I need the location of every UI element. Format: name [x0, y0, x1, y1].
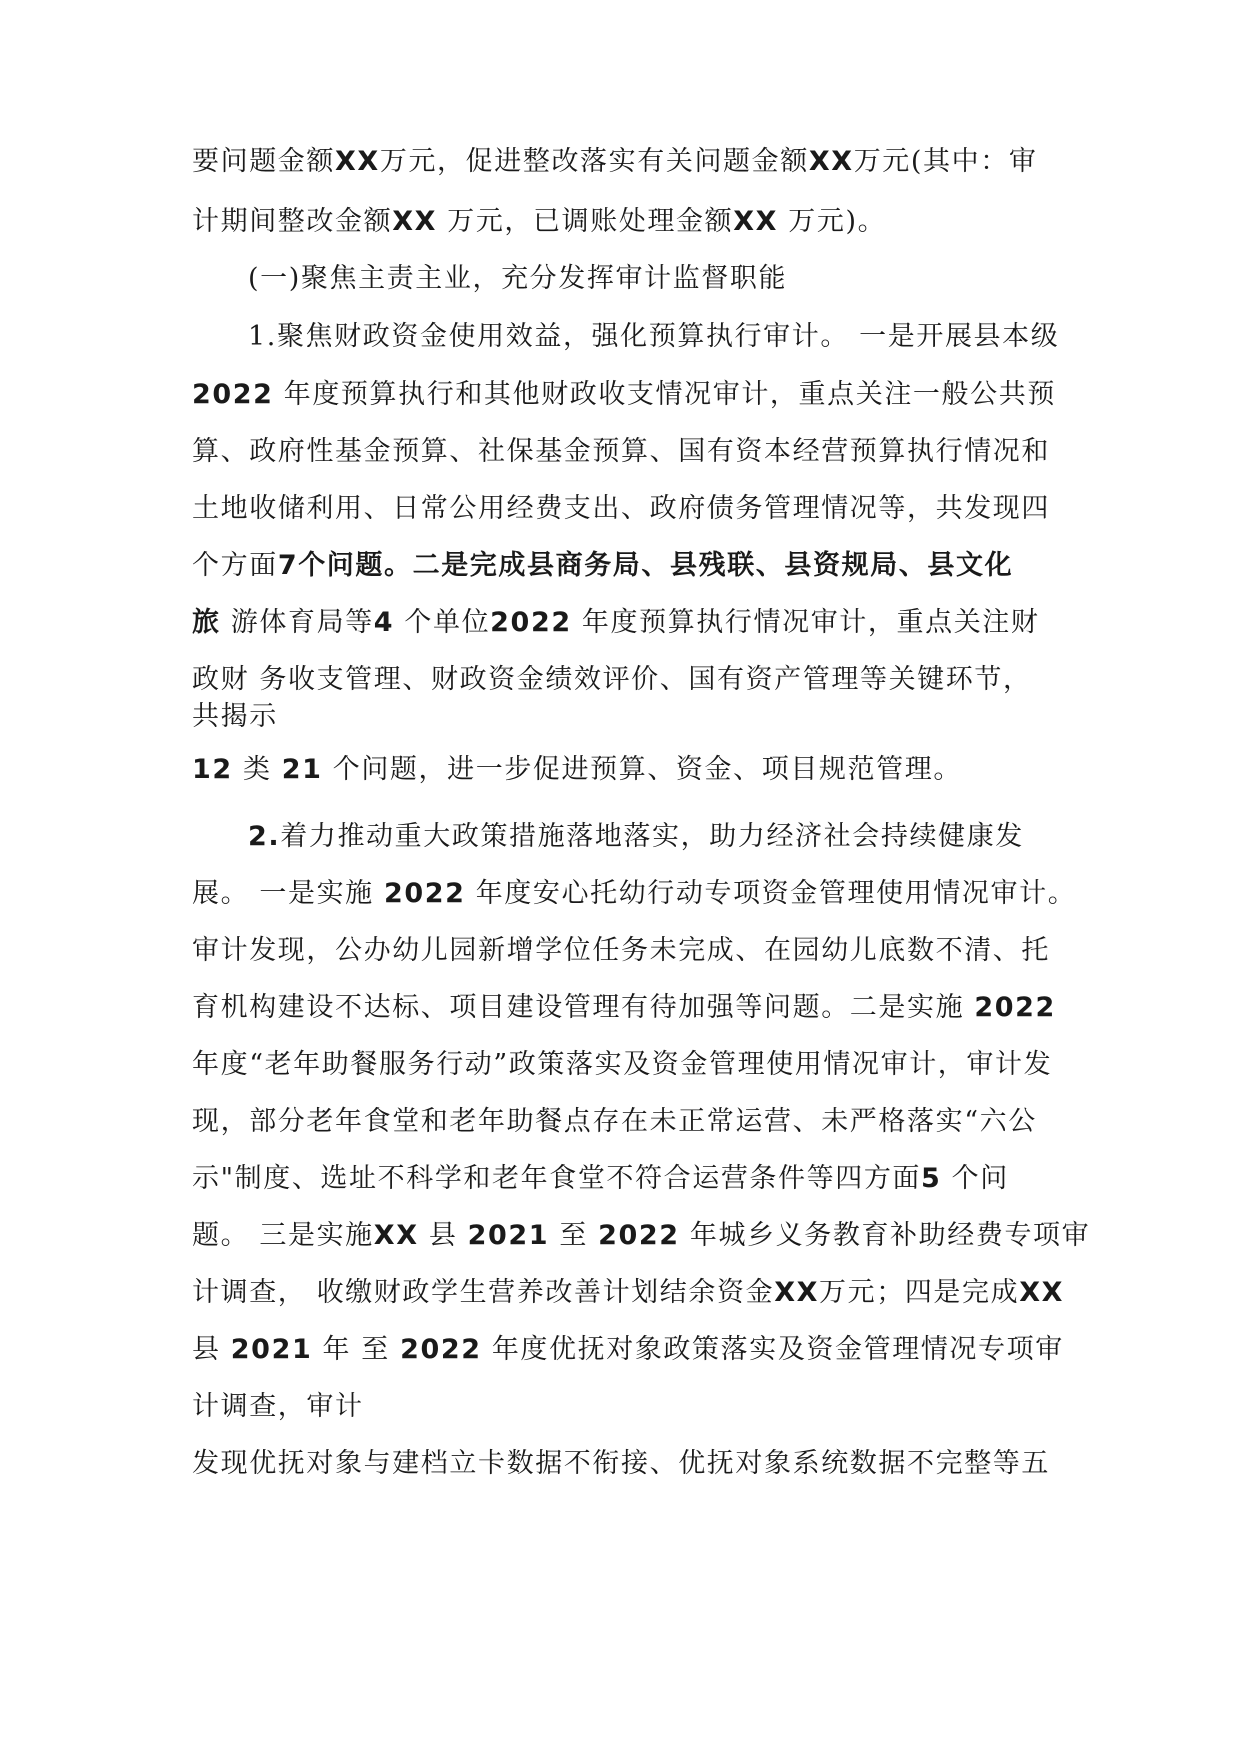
bold-text: XX	[733, 206, 779, 237]
text-segment: 县	[192, 1334, 231, 1365]
text-segment: 个方面	[192, 550, 278, 581]
text-segment: 万元，已调账处理金额	[437, 206, 734, 237]
bold-text: XX	[808, 146, 854, 177]
text-line	[192, 1219, 1090, 1253]
bold-text: 2022	[192, 379, 274, 410]
text-segment: 题。 三是实施	[192, 1220, 374, 1251]
text-segment: 着力推动重大政策措施落地落实，助力经济社会持续健康发	[280, 821, 1024, 852]
bold-text: 7	[277, 550, 299, 581]
text-segment: 年度预算执行和其他财政收支情况审计，重点关注一般公共预	[273, 379, 1056, 410]
text-segment: 万元(其中：审	[853, 146, 1038, 177]
bold-text: XX	[392, 206, 438, 237]
text-segment: 现，部分老年食堂和老年助餐点存在未正常运营、未严格落实“六公	[192, 1106, 1037, 1137]
text-segment: 算、政府性基金预算、社保基金预算、国有资本经营预算执行情况和	[192, 436, 1050, 467]
text-segment: 土地收储利用、日常公用经费支出、政府债务管理情况等，共发现四	[192, 493, 1050, 524]
text-segment: 计调查， 收缴财政学生营养改善计划结余资金	[192, 1277, 775, 1308]
bold-text: XX	[373, 1220, 419, 1251]
text-line	[192, 991, 1056, 1025]
text-line	[192, 492, 1050, 526]
text-segment: 发现优抚对象与建档立卡数据不衔接、优抚对象系统数据不完整等五	[192, 1448, 1050, 1479]
text-segment: 个单位	[394, 607, 491, 638]
text-line	[248, 820, 1024, 854]
bold-text: 2.	[248, 821, 281, 852]
text-line	[248, 262, 787, 296]
text-line	[192, 1390, 364, 1424]
text-line	[192, 753, 962, 787]
text-segment: 计调查，审计	[192, 1391, 364, 1422]
text-line	[192, 1447, 1050, 1481]
text-line	[192, 934, 1050, 968]
bold-text: 2022	[383, 878, 466, 909]
text-line	[192, 378, 1056, 412]
bold-text: XX	[774, 1277, 820, 1308]
text-segment: 县	[418, 1220, 468, 1251]
text-segment: 政财 务收支管理、财政资金绩效评价、国有资产管理等关键环节，	[192, 664, 1032, 695]
text-line	[192, 145, 1037, 179]
bold-text: 旅	[192, 607, 221, 638]
text-line	[248, 320, 1059, 354]
text-segment: 年度预算执行情况审计，重点关注财	[571, 607, 1040, 638]
text-segment: 展。 一是实施	[192, 878, 384, 909]
text-line	[192, 1333, 1064, 1367]
text-line	[192, 549, 1013, 583]
text-segment: 年度优抚对象政策落实及资金管理情况专项审	[481, 1334, 1064, 1365]
text-segment: 个问题，进一步促进预算、资金、项目规范管理。	[322, 754, 962, 785]
text-segment: 万元，促进整改落实有关问题金额	[379, 146, 809, 177]
text-segment: (一)聚焦主责主业，充分发挥审计监督职能	[248, 263, 788, 294]
text-segment: 万元)。	[778, 206, 887, 237]
text-segment: 万元；四是完成	[819, 1277, 1020, 1308]
bold-text: 2022	[598, 1220, 680, 1251]
text-line	[192, 1276, 1064, 1310]
text-line	[192, 663, 1032, 697]
bold-text: 2022	[974, 992, 1056, 1023]
bold-text: XX	[335, 146, 380, 177]
text-segment: 示"制度、选址不科学和老年食堂不符合运营条件等四方面	[192, 1163, 922, 1194]
bold-text: 2021	[467, 1220, 550, 1251]
text-line	[192, 435, 1050, 469]
text-line	[192, 1105, 1037, 1139]
text-segment: 年度安心托幼行动专项资金管理使用情况审计。	[465, 878, 1077, 909]
text-segment: 年城乡义务教育补助经费专项审	[679, 1220, 1091, 1251]
bold-text: 5	[921, 1163, 942, 1194]
bold-text: XX	[1019, 1277, 1065, 1308]
text-segment: 至	[549, 1220, 599, 1251]
text-line	[192, 1048, 1052, 1082]
text-segment: 类	[232, 754, 282, 785]
bold-text: 2022	[490, 607, 572, 638]
text-segment: 审计发现，公办幼儿园新增学位任务未完成、在园幼儿底数不清、托	[192, 935, 1050, 966]
text-segment: 1.聚焦财政资金使用效益，强化预算执行审计。 一是开展县本级	[248, 321, 1060, 352]
bold-text: 个问题。二是完成县商务局、县残联、县资规局、县文化	[298, 550, 1014, 581]
text-line	[192, 1162, 1009, 1196]
text-segment: 游体育局等	[220, 607, 374, 638]
bold-text: 2021	[230, 1334, 313, 1365]
text-segment: 个问	[941, 1163, 1009, 1194]
bold-text: 4	[373, 607, 395, 638]
text-line	[192, 606, 1040, 640]
bold-text: 12	[192, 754, 233, 785]
text-segment: 年 至	[312, 1334, 401, 1365]
text-segment: 育机构建设不达标、项目建设管理有待加强等问题。二是实施	[192, 992, 975, 1023]
text-segment: 年度“老年助餐服务行动”政策落实及资金管理使用情况审计，审计发	[192, 1049, 1053, 1080]
text-segment: 要问题金额	[192, 146, 335, 177]
text-segment: 共揭示	[192, 701, 278, 732]
text-line	[192, 205, 886, 239]
text-segment: 计期间整改金额	[192, 206, 393, 237]
text-line	[192, 700, 278, 734]
text-line	[192, 877, 1076, 911]
bold-text: 2022	[400, 1334, 482, 1365]
bold-text: 21	[281, 754, 323, 785]
